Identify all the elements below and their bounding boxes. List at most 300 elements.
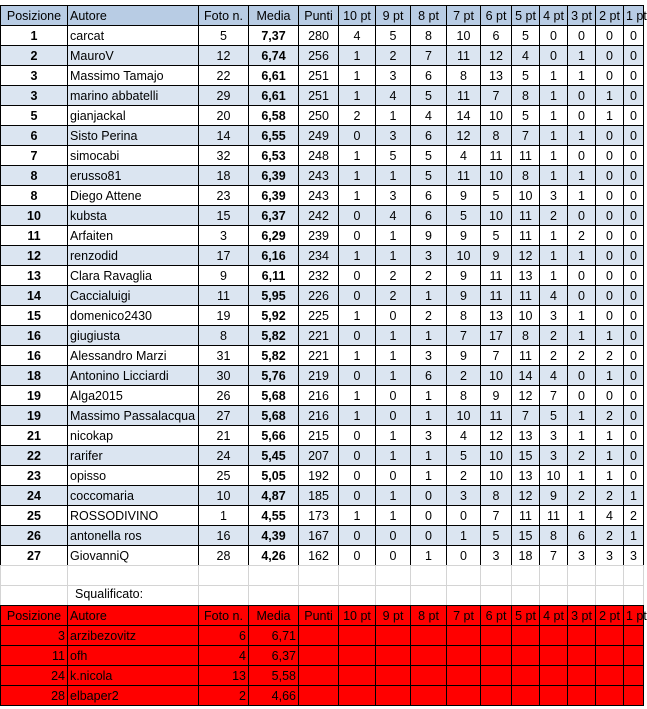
score-count-cell: 1 [447, 526, 481, 546]
points-cell: 280 [299, 26, 339, 46]
points-cell: 226 [299, 286, 339, 306]
position-cell: 10 [1, 206, 68, 226]
column-header: Autore [68, 6, 199, 26]
score-count-cell: 0 [624, 266, 644, 286]
score-count-cell: 0 [596, 66, 624, 86]
table-row [1, 426, 644, 446]
empty-cell [411, 666, 447, 686]
position-cell: 27 [1, 546, 68, 566]
position-cell: 19 [1, 386, 68, 406]
empty-cell [299, 646, 339, 666]
disqualified-row [1, 646, 644, 666]
points-cell: 167 [299, 526, 339, 546]
average-cell: 5,82 [249, 346, 299, 366]
average-cell: 4,39 [249, 526, 299, 546]
score-count-cell: 3 [540, 426, 568, 446]
position-cell: 25 [1, 506, 68, 526]
score-count-cell: 1 [339, 506, 376, 526]
table-row [1, 406, 644, 426]
column-header: 2 pt [596, 6, 624, 26]
points-cell: 250 [299, 106, 339, 126]
score-count-cell: 0 [624, 126, 644, 146]
empty-cell [596, 686, 624, 706]
score-count-cell: 1 [411, 406, 447, 426]
empty-cell [447, 666, 481, 686]
score-count-cell: 2 [540, 326, 568, 346]
photo-count-cell: 11 [199, 286, 249, 306]
average-cell: 4,26 [249, 546, 299, 566]
photo-count-cell: 12 [199, 46, 249, 66]
points-cell: 192 [299, 466, 339, 486]
score-count-cell: 0 [624, 66, 644, 86]
score-count-cell: 1 [376, 446, 411, 466]
author-cell: ROSSODIVINO [68, 506, 199, 526]
score-count-cell: 0 [411, 526, 447, 546]
author-cell: elbaper2 [68, 686, 199, 706]
score-count-cell: 7 [540, 386, 568, 406]
score-count-cell: 0 [624, 406, 644, 426]
table-row [1, 166, 644, 186]
average-cell: 6,16 [249, 246, 299, 266]
score-count-cell: 8 [481, 126, 512, 146]
score-count-cell: 11 [481, 146, 512, 166]
score-count-cell: 1 [411, 386, 447, 406]
score-count-cell: 0 [568, 286, 596, 306]
position-cell: 11 [1, 646, 68, 666]
column-header: Foto n. [199, 606, 249, 626]
score-count-cell: 10 [481, 106, 512, 126]
points-cell: 185 [299, 486, 339, 506]
score-count-cell: 1 [568, 46, 596, 66]
photo-count-cell: 6 [199, 626, 249, 646]
score-count-cell: 1 [376, 246, 411, 266]
score-count-cell: 8 [512, 166, 540, 186]
column-header: 4 pt [540, 606, 568, 626]
column-header: 3 pt [568, 6, 596, 26]
score-count-cell: 15 [512, 446, 540, 466]
score-count-cell: 5 [512, 106, 540, 126]
score-count-cell: 0 [624, 346, 644, 366]
empty-cell [540, 646, 568, 666]
score-count-cell: 5 [376, 26, 411, 46]
score-count-cell: 6 [411, 126, 447, 146]
score-count-cell: 1 [339, 46, 376, 66]
empty-cell [512, 646, 540, 666]
score-count-cell: 0 [568, 146, 596, 166]
score-count-cell: 1 [339, 306, 376, 326]
score-count-cell: 1 [540, 66, 568, 86]
position-cell: 22 [1, 446, 68, 466]
score-count-cell: 6 [411, 366, 447, 386]
score-count-cell: 1 [411, 286, 447, 306]
score-count-cell: 0 [568, 366, 596, 386]
average-cell: 6,61 [249, 66, 299, 86]
photo-count-cell: 23 [199, 186, 249, 206]
score-count-cell: 3 [411, 426, 447, 446]
average-cell: 5,92 [249, 306, 299, 326]
author-cell: rarifer [68, 446, 199, 466]
photo-count-cell: 22 [199, 66, 249, 86]
table-row [1, 106, 644, 126]
table-row [1, 46, 644, 66]
photo-count-cell: 19 [199, 306, 249, 326]
score-count-cell: 7 [540, 546, 568, 566]
column-header: 5 pt [512, 6, 540, 26]
column-header: Posizione [1, 606, 68, 626]
column-header: Media [249, 6, 299, 26]
average-cell: 5,68 [249, 406, 299, 426]
empty-cell [339, 666, 376, 686]
score-count-cell: 12 [512, 486, 540, 506]
photo-count-cell: 31 [199, 346, 249, 366]
position-cell: 11 [1, 226, 68, 246]
position-cell: 14 [1, 286, 68, 306]
points-cell: 173 [299, 506, 339, 526]
score-count-cell: 0 [596, 266, 624, 286]
score-count-cell: 0 [624, 366, 644, 386]
score-count-cell: 12 [512, 386, 540, 406]
column-header: 2 pt [596, 606, 624, 626]
score-count-cell: 10 [481, 366, 512, 386]
score-count-cell: 12 [481, 426, 512, 446]
score-count-cell: 0 [596, 386, 624, 406]
score-count-cell: 0 [339, 126, 376, 146]
column-header: 6 pt [481, 6, 512, 26]
score-count-cell: 1 [540, 246, 568, 266]
author-cell: Massimo Tamajo [68, 66, 199, 86]
photo-count-cell: 2 [199, 686, 249, 706]
score-count-cell: 1 [411, 466, 447, 486]
score-count-cell: 2 [376, 286, 411, 306]
table-row [1, 366, 644, 386]
photo-count-cell: 16 [199, 526, 249, 546]
empty-cell [411, 686, 447, 706]
column-header: 8 pt [411, 606, 447, 626]
score-count-cell: 3 [376, 126, 411, 146]
average-cell: 7,37 [249, 26, 299, 46]
score-count-cell: 4 [339, 26, 376, 46]
score-count-cell: 0 [596, 206, 624, 226]
column-header: Punti [299, 606, 339, 626]
score-count-cell: 1 [376, 166, 411, 186]
empty-cell [624, 666, 644, 686]
score-count-cell: 1 [596, 426, 624, 446]
score-count-cell: 10 [481, 166, 512, 186]
score-count-cell: 3 [596, 546, 624, 566]
score-count-cell: 8 [447, 66, 481, 86]
points-cell: 239 [299, 226, 339, 246]
table-row [1, 146, 644, 166]
score-count-cell: 7 [481, 86, 512, 106]
score-count-cell: 1 [411, 446, 447, 466]
position-cell: 3 [1, 626, 68, 646]
author-cell: Clara Ravaglia [68, 266, 199, 286]
score-count-cell: 5 [447, 446, 481, 466]
score-count-cell: 9 [481, 386, 512, 406]
author-cell: kubsta [68, 206, 199, 226]
points-cell: 234 [299, 246, 339, 266]
score-count-cell: 0 [624, 326, 644, 346]
score-count-cell: 3 [540, 186, 568, 206]
score-count-cell: 2 [411, 266, 447, 286]
author-cell: Sisto Perina [68, 126, 199, 146]
score-count-cell: 10 [512, 306, 540, 326]
column-header: 1 pt [624, 606, 644, 626]
points-cell: 215 [299, 426, 339, 446]
disqualified-label: Squalificato: [75, 587, 144, 601]
average-cell: 5,68 [249, 386, 299, 406]
score-count-cell: 2 [596, 526, 624, 546]
photo-count-cell: 24 [199, 446, 249, 466]
score-count-cell: 0 [447, 546, 481, 566]
score-count-cell: 0 [376, 526, 411, 546]
score-count-cell: 0 [411, 506, 447, 526]
average-cell: 6,11 [249, 266, 299, 286]
score-count-cell: 5 [512, 66, 540, 86]
score-count-cell: 3 [376, 186, 411, 206]
score-count-cell: 7 [512, 126, 540, 146]
points-cell: 221 [299, 346, 339, 366]
score-count-cell: 1 [376, 426, 411, 446]
points-cell: 251 [299, 66, 339, 86]
average-cell: 6,29 [249, 226, 299, 246]
score-count-cell: 10 [512, 186, 540, 206]
score-count-cell: 0 [568, 26, 596, 46]
score-count-cell: 0 [339, 266, 376, 286]
score-count-cell: 4 [512, 46, 540, 66]
author-cell: Antonino Licciardi [68, 366, 199, 386]
empty-cell [376, 626, 411, 646]
score-count-cell: 1 [339, 406, 376, 426]
score-count-cell: 2 [596, 406, 624, 426]
score-count-cell: 0 [596, 46, 624, 66]
score-count-cell: 11 [481, 286, 512, 306]
score-count-cell: 13 [512, 466, 540, 486]
photo-count-cell: 17 [199, 246, 249, 266]
score-count-cell: 3 [411, 346, 447, 366]
points-cell: 221 [299, 326, 339, 346]
points-cell: 242 [299, 206, 339, 226]
position-cell: 13 [1, 266, 68, 286]
photo-count-cell: 32 [199, 146, 249, 166]
score-count-cell: 5 [540, 406, 568, 426]
author-cell: renzodid [68, 246, 199, 266]
empty-cell [447, 626, 481, 646]
score-count-cell: 1 [339, 346, 376, 366]
average-cell: 4,55 [249, 506, 299, 526]
score-count-cell: 0 [624, 426, 644, 446]
score-count-cell: 1 [376, 326, 411, 346]
author-cell: giugiusta [68, 326, 199, 346]
column-header: 10 pt [339, 6, 376, 26]
score-count-cell: 4 [540, 366, 568, 386]
score-count-cell: 0 [596, 146, 624, 166]
score-count-cell: 2 [447, 466, 481, 486]
score-count-cell: 0 [339, 526, 376, 546]
position-cell: 3 [1, 86, 68, 106]
author-cell: coccomaria [68, 486, 199, 506]
score-count-cell: 11 [481, 266, 512, 286]
score-count-cell: 0 [624, 206, 644, 226]
score-count-cell: 9 [447, 186, 481, 206]
score-count-cell: 7 [447, 326, 481, 346]
score-count-cell: 0 [624, 386, 644, 406]
empty-cell [481, 666, 512, 686]
column-header: 4 pt [540, 6, 568, 26]
score-count-cell: 1 [376, 106, 411, 126]
score-count-cell: 0 [568, 106, 596, 126]
points-cell: 243 [299, 166, 339, 186]
position-cell: 12 [1, 246, 68, 266]
score-count-cell: 0 [376, 306, 411, 326]
column-header: 7 pt [447, 606, 481, 626]
score-count-cell: 13 [481, 306, 512, 326]
score-count-cell: 0 [624, 86, 644, 106]
author-cell: carcat [68, 26, 199, 46]
points-cell: 216 [299, 386, 339, 406]
score-count-cell: 1 [540, 226, 568, 246]
author-cell: antonella ros [68, 526, 199, 546]
average-cell: 4,87 [249, 486, 299, 506]
score-count-cell: 0 [568, 266, 596, 286]
disqualified-row [1, 666, 644, 686]
position-cell: 1 [1, 26, 68, 46]
empty-cell [624, 626, 644, 646]
score-count-cell: 1 [339, 86, 376, 106]
score-count-cell: 5 [411, 86, 447, 106]
author-cell: opisso [68, 466, 199, 486]
score-count-cell: 1 [568, 506, 596, 526]
score-count-cell: 0 [596, 246, 624, 266]
points-cell: 162 [299, 546, 339, 566]
position-cell: 15 [1, 306, 68, 326]
score-count-cell: 0 [339, 206, 376, 226]
score-count-cell: 1 [540, 266, 568, 286]
photo-count-cell: 15 [199, 206, 249, 226]
average-cell: 6,39 [249, 166, 299, 186]
author-cell: gianjackal [68, 106, 199, 126]
score-count-cell: 10 [447, 406, 481, 426]
points-cell: 248 [299, 146, 339, 166]
score-count-cell: 1 [540, 86, 568, 106]
empty-cell [624, 646, 644, 666]
disqualified-table [0, 605, 647, 706]
score-count-cell: 1 [339, 186, 376, 206]
empty-cell [481, 646, 512, 666]
average-cell: 5,45 [249, 446, 299, 466]
score-count-cell: 1 [376, 346, 411, 366]
score-count-cell: 11 [540, 506, 568, 526]
score-count-cell: 0 [339, 426, 376, 446]
author-cell: Massimo Passalacqua [68, 406, 199, 426]
score-count-cell: 9 [447, 346, 481, 366]
table-row [1, 346, 644, 366]
empty-cell [596, 666, 624, 686]
position-cell: 8 [1, 186, 68, 206]
score-count-cell: 0 [624, 466, 644, 486]
score-count-cell: 1 [540, 146, 568, 166]
score-count-cell: 6 [411, 66, 447, 86]
score-count-cell: 8 [512, 86, 540, 106]
score-count-cell: 1 [568, 186, 596, 206]
score-count-cell: 12 [481, 46, 512, 66]
score-count-cell: 1 [568, 166, 596, 186]
score-count-cell: 2 [376, 46, 411, 66]
score-count-cell: 9 [411, 226, 447, 246]
average-cell: 5,58 [249, 666, 299, 686]
score-count-cell: 0 [624, 146, 644, 166]
score-count-cell: 10 [481, 446, 512, 466]
column-header: 5 pt [512, 606, 540, 626]
empty-cell [376, 666, 411, 686]
empty-cell [339, 646, 376, 666]
score-count-cell: 0 [339, 446, 376, 466]
author-cell: marino abbatelli [68, 86, 199, 106]
column-header: Foto n. [199, 6, 249, 26]
column-header: 10 pt [339, 606, 376, 626]
author-cell: Alessandro Marzi [68, 346, 199, 366]
score-count-cell: 1 [596, 86, 624, 106]
score-count-cell: 0 [624, 246, 644, 266]
position-cell: 5 [1, 106, 68, 126]
empty-cell [512, 626, 540, 646]
score-count-cell: 0 [339, 366, 376, 386]
author-cell: nicokap [68, 426, 199, 446]
score-count-cell: 1 [376, 506, 411, 526]
score-count-cell: 3 [568, 546, 596, 566]
author-cell: Caccialuigi [68, 286, 199, 306]
score-count-cell: 11 [512, 206, 540, 226]
score-count-cell: 0 [596, 186, 624, 206]
score-count-cell: 11 [447, 46, 481, 66]
author-cell: MauroV [68, 46, 199, 66]
average-cell: 6,53 [249, 146, 299, 166]
score-count-cell: 0 [411, 486, 447, 506]
photo-count-cell: 1 [199, 506, 249, 526]
photo-count-cell: 21 [199, 426, 249, 446]
table-row [1, 386, 644, 406]
empty-cell [568, 626, 596, 646]
score-count-cell: 1 [568, 126, 596, 146]
score-count-cell: 0 [596, 306, 624, 326]
score-count-cell: 5 [481, 226, 512, 246]
score-count-cell: 0 [540, 26, 568, 46]
score-count-cell: 1 [339, 66, 376, 86]
score-count-cell: 0 [376, 466, 411, 486]
empty-cell [512, 666, 540, 686]
column-header: 8 pt [411, 6, 447, 26]
table-row [1, 266, 644, 286]
score-count-cell: 0 [624, 226, 644, 246]
score-count-cell: 1 [339, 146, 376, 166]
average-cell: 4,66 [249, 686, 299, 706]
author-cell: Alga2015 [68, 386, 199, 406]
photo-count-cell: 25 [199, 466, 249, 486]
author-cell: Diego Attene [68, 186, 199, 206]
score-count-cell: 2 [568, 446, 596, 466]
score-count-cell: 1 [596, 366, 624, 386]
score-count-cell: 6 [481, 26, 512, 46]
score-count-cell: 8 [447, 386, 481, 406]
score-count-cell: 2 [568, 226, 596, 246]
table-row [1, 286, 644, 306]
score-count-cell: 1 [568, 306, 596, 326]
position-cell: 7 [1, 146, 68, 166]
score-count-cell: 9 [540, 486, 568, 506]
score-count-cell: 1 [568, 326, 596, 346]
empty-cell [540, 686, 568, 706]
score-count-cell: 0 [596, 226, 624, 246]
